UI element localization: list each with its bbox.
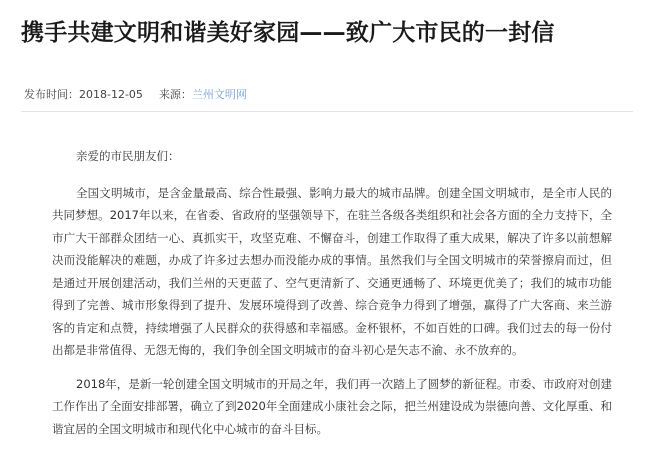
salutation: 亲爱的市民朋友们： <box>76 149 180 163</box>
paragraph: 2018年，是新一轮创建全国文明城市的开局之年，我们再一次踏上了圆梦的新征程。市委、市政府对创建工作作出了全面安排部署，确立了到2020年全面建成小康社会之际，把兰州建设成为崇德向善、文化厚重、和谐宜居的全国文明城市和现代化中心城市的奋斗目标。 <box>52 376 612 436</box>
paragraph: 全国文明城市，是含金量最高、综合性最强、影响力最大的城市品牌。创建全国文明城市，是全市人民的共同梦想。2017年以来，在省委、省政府的坚强领导下，在驻兰各级各类组织和社会各方面的全力支持下，全市广大干部群众团结一心、真抓实干，攻坚克难、不懈奋斗，创建工作取得了重大成果，解决了许多以前想解决而没能解决的难题，办成了许多过去想办而没能办成的事情。虽然我们与全国文明城市的荣誉擦肩而过，但是通过开展创建活动，我们兰州的天更蓝了、空气更清新了、交通更通畅了、环境更优美了；我们的城市功能得到了完善、城市形象得到了提升、发展环境得到了改善、综合竞争力得到了增强，赢得了广大客商、来兰游客的肯定和点赞，持续增强了人民群众的获得感和幸福感。金杯银杯，不如百姓的口碑。我们过去的每一份付出都是非常值得、无怨无悔的，我们争创全国文明城市的奋斗初心是矢志不渝、永不放弃的。 <box>52 185 612 357</box>
article-title: 携手共建文明和谐美好家园——致广大市民的一封信 <box>21 20 555 46</box>
source-link[interactable]: 兰州文明网 <box>191 88 247 101</box>
article-body <box>52 145 612 451</box>
publish-label: 发布时间： <box>24 88 79 101</box>
source-label: 来源： <box>158 88 192 101</box>
header-divider <box>21 111 633 112</box>
article-meta <box>24 87 247 103</box>
publish-date: 2018-12-05 <box>79 88 143 101</box>
